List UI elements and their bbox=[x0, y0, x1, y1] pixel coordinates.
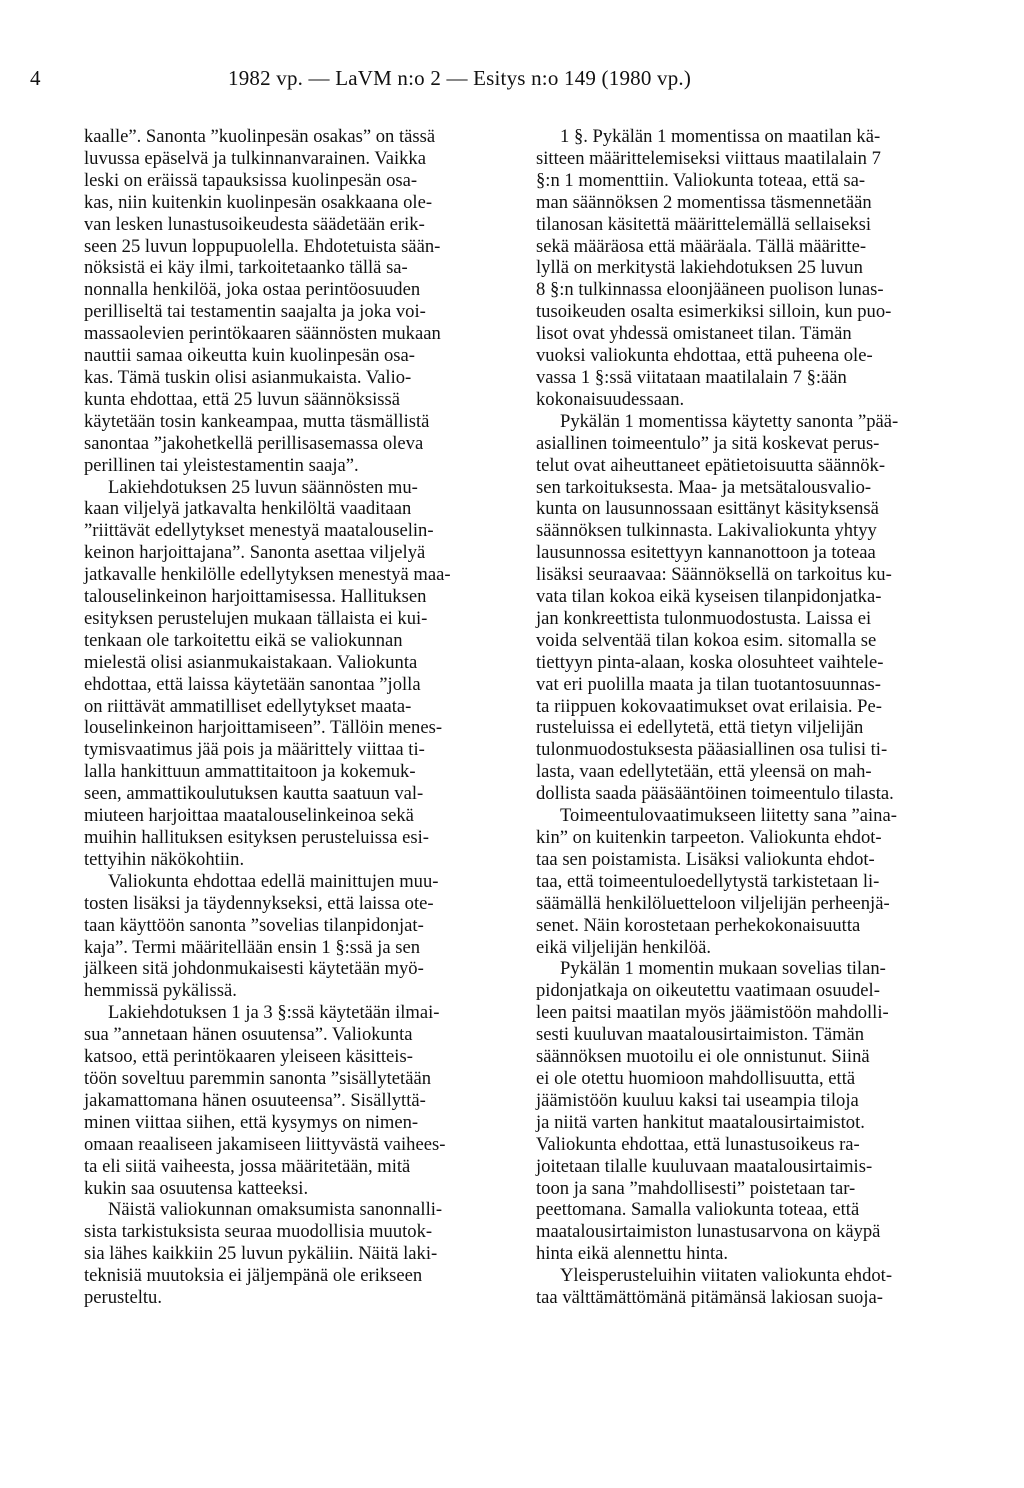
paragraph bbox=[536, 411, 978, 805]
text-line: toon ja sana ”mahdollisesti” poistetaan tar- bbox=[536, 1177, 856, 1199]
text-line: sesti kuuluvan maatalousirtaimiston. Tämän bbox=[536, 1024, 865, 1046]
paragraph bbox=[536, 805, 978, 958]
text-line: luvussa epäselvä ja tulkinnanvarainen. Vaikka bbox=[84, 147, 426, 169]
text-line: peettomana. Samalla valiokunta toteaa, että bbox=[536, 1199, 860, 1221]
text-line: Toimeentulovaatimukseen liitetty sana ”aina- bbox=[560, 805, 897, 827]
text-line: vata tilan kokoa eikä kyseisen tilanpidonjatka- bbox=[536, 586, 882, 608]
text-line: hinta eikä alennettu hinta. bbox=[536, 1243, 729, 1265]
text-line: jakamattomana hänen osuuteensa”. Sisällyttä- bbox=[84, 1089, 426, 1111]
text-line: seen 25 luvun loppupuolella. Ehdotetuista sään- bbox=[84, 235, 441, 257]
text-line: kunta on lausunnossaan esittänyt käsityksensä bbox=[536, 498, 879, 520]
text-line: man säännöksen 2 momentissa täsmennetään bbox=[536, 191, 872, 213]
text-line: leski on eräissä tapauksissa kuolinpesän osa- bbox=[84, 169, 418, 191]
text-line: 1 §. Pykälän 1 momentissa on maatilan kä- bbox=[560, 126, 881, 147]
text-line: Yleisperusteluihin viitaten valiokunta ehdot- bbox=[560, 1265, 893, 1287]
text-line: mielestä olisi asianmukaistakaan. Valiokunta bbox=[84, 651, 418, 673]
text-line: sen tarkoituksesta. Maa- ja metsätalousvalio- bbox=[536, 476, 872, 498]
text-line: kokonaisuudessaan. bbox=[536, 388, 685, 410]
text-line: Näistä valiokunnan omaksumista sanonnalli- bbox=[108, 1199, 443, 1221]
text-line: jatkavalle henkilölle edellytyksen menestyä maa- bbox=[84, 564, 451, 586]
text-line: keinon harjoittajana”. Sanonta asettaa viljelyä bbox=[84, 542, 426, 564]
paragraph bbox=[536, 126, 978, 411]
text-line: on riittävät ammatilliset edellytykset maata- bbox=[84, 695, 412, 717]
text-line: asiallinen toimeentulo” ja sitä koskevat perus- bbox=[536, 432, 880, 454]
text-line: Lakiehdotuksen 1 ja 3 §:ssä käytetään ilmai- bbox=[108, 1002, 440, 1024]
text-line: tusoikeuden osalta esimerkiksi silloin, kun puo- bbox=[536, 301, 892, 323]
text-line: kunta ehdottaa, että 25 luvun säännöksissä bbox=[84, 388, 401, 410]
text-line: tosten lisäksi ja täydennykseksi, että laissa ote- bbox=[84, 892, 434, 914]
text-line: taa välttämättömänä pitämänsä lakiosan suoja- bbox=[536, 1287, 883, 1309]
text-line: tenkaan ole tarkoitettu eikä se valiokunnan bbox=[84, 629, 403, 651]
text-line: jan konkreettista tulonmuodostusta. Laissa ei bbox=[536, 607, 872, 629]
text-line: kukin saa osuutensa katteeksi. bbox=[84, 1177, 309, 1199]
text-line: talouselinkeinon harjoittamisessa. Hallituksen bbox=[84, 586, 427, 608]
text-line: joitetaan tilalle kuuluvaan maatalousirtaimis- bbox=[536, 1155, 873, 1177]
text-line: säämällä henkilöluetteloon viljelijän perheenjä- bbox=[536, 892, 890, 914]
text-line: tettyihin näkökohtiin. bbox=[84, 848, 245, 870]
text-line: säännöksen muotoilu ei ole onnistunut. Siinä bbox=[536, 1046, 870, 1068]
text-line: perilliseltä tai testamentin saajalta ja joka voi- bbox=[84, 301, 426, 323]
text-line: perillinen tai yleistestamentin saaja”. bbox=[84, 454, 359, 476]
text-line: ”riittävät edellytykset menestyä maatalouselin- bbox=[84, 520, 434, 542]
text-line: lalla hankittuun ammattitaitoon ja kokemuk- bbox=[84, 761, 416, 783]
text-line: maatalousirtaimiston lunastusarvona on käypä bbox=[536, 1221, 881, 1243]
text-line: nauttii samaa oikeutta kuin kuolinpesän osa- bbox=[84, 345, 415, 367]
text-line: kaja”. Termi määritellään ensin 1 §:ssä ja sen bbox=[84, 936, 421, 958]
text-line: sua ”annetaan hänen osuutensa”. Valiokunta bbox=[84, 1024, 413, 1046]
text-line: kas. Tämä tuskin olisi asianmukaista. Valio- bbox=[84, 366, 412, 388]
text-line: nöksistä ei käy ilmi, tarkoitetaanko tällä sa- bbox=[84, 257, 408, 279]
text-line: vat eri puolilla maata ja tilan tuotantosuunnas- bbox=[536, 673, 881, 695]
text-line: 8 §:n tulkinnassa eloonjääneen puolison lunas- bbox=[536, 279, 884, 301]
text-line: dollista saada pääsääntöinen toimeentulo tilasta. bbox=[536, 783, 894, 805]
text-line: vassa 1 §:ssä viitataan maatilalain 7 §:ään bbox=[536, 366, 847, 388]
paragraph bbox=[536, 1265, 978, 1309]
text-line: jäämistöön kuuluu kaksi tai useampia tiloja bbox=[536, 1089, 859, 1111]
text-line: hemmissä pykälissä. bbox=[84, 980, 237, 1002]
text-line: ta eli siitä vaiheesta, jossa määritetään, mitä bbox=[84, 1155, 411, 1177]
text-line: vuoksi valiokunta ehdottaa, että puheena ole- bbox=[536, 345, 873, 367]
text-line: kaalle”. Sanonta ”kuolinpesän osakas” on tässä bbox=[84, 126, 436, 147]
text-line: perusteltu. bbox=[84, 1287, 162, 1309]
text-line: tymisvaatimus jää pois ja määrittely viittaa ti- bbox=[84, 739, 425, 761]
text-line: katsoo, että perintökaaren yleiseen käsitteis- bbox=[84, 1046, 413, 1068]
text-line: kin” on kuitenkin tarpeeton. Valiokunta ehdot- bbox=[536, 827, 882, 848]
text-line: taa, että toimeentuloedellytystä tarkistetaan li- bbox=[536, 870, 880, 892]
text-line: ehdottaa, että laissa käytetään sanontaa ”jolla bbox=[84, 673, 421, 695]
text-line: Valiokunta ehdottaa, että lunastusoikeus ra- bbox=[536, 1133, 860, 1155]
text-line: ta riippuen kokovaatimukset ovat erilaisia. Pe- bbox=[536, 695, 882, 717]
running-head: 1982 vp. — LaVM n:o 2 — Esitys n:o 149 (1980 vp.) bbox=[228, 66, 692, 90]
text-line: muihin hallituksen esityksen perusteluissa esi- bbox=[84, 827, 429, 848]
text-line: Pykälän 1 momentissa käytetty sanonta ”pää- bbox=[560, 410, 899, 432]
paragraph bbox=[84, 1199, 504, 1309]
text-line: töön soveltuu paremmin sanonta ”sisällytetään bbox=[84, 1067, 431, 1089]
text-line: eikä viljelijän henkilöä. bbox=[536, 936, 712, 958]
text-line: leen paitsi maatilan myös jäämistöön mahdolli- bbox=[536, 1002, 889, 1024]
text-line: rusteluissa ei edellytetä, että tietyn viljelijän bbox=[536, 717, 864, 739]
text-line: lisäksi seuraavaa: Säännöksellä on tarkoitus ku- bbox=[536, 564, 892, 586]
text-line: sista tarkistuksista seuraa muodollisia muutok- bbox=[84, 1221, 433, 1243]
text-line: ja niitä varten hankitut maatalousirtaimistot. bbox=[536, 1111, 865, 1133]
text-line: miuteen harjoittaa maatalouselinkeinoa sekä bbox=[84, 805, 414, 827]
text-line: omaan reaaliseen jakamiseen liittyvästä vaihees- bbox=[84, 1133, 446, 1155]
paragraph bbox=[84, 1002, 504, 1199]
right-column bbox=[536, 126, 978, 1309]
text-line: taa sen poistamista. Lisäksi valiokunta ehdot- bbox=[536, 848, 875, 870]
left-column bbox=[84, 126, 504, 1309]
text-line: sekä määräosa että määräala. Tällä määritte- bbox=[536, 235, 867, 257]
text-line: seen, ammattikoulutuksen kautta saatuun val- bbox=[84, 783, 424, 805]
text-line: nonnalla henkilöä, joka ostaa perintöosuuden bbox=[84, 279, 421, 301]
text-line: lausunnossa esitettyyn kannanottoon ja toteaa bbox=[536, 542, 876, 564]
text-line: käytetään tosin kankeampaa, mutta täsmällistä bbox=[84, 410, 430, 432]
text-line: sia lähes kaikkiin 25 luvun pykäliin. Näitä laki- bbox=[84, 1243, 438, 1265]
text-line: jälkeen sitä johdonmukaisesti käytetään myö- bbox=[84, 958, 424, 980]
text-line: tulonmuodostuksesta pääasiallinen osa tulisi ti- bbox=[536, 739, 888, 761]
text-line: tiettyyn pinta-alaan, koska olosuhteet vaihtele- bbox=[536, 651, 884, 673]
paragraph bbox=[84, 871, 504, 1002]
page-number: 4 bbox=[30, 66, 41, 90]
text-line: Lakiehdotuksen 25 luvun säännösten mu- bbox=[108, 476, 418, 498]
page-header bbox=[30, 62, 990, 94]
text-line: lisot ovat yhdessä omistaneet tilan. Tämän bbox=[536, 323, 852, 345]
paragraph bbox=[84, 126, 504, 477]
text-line: minen viittaa siihen, että kysymys on nimen- bbox=[84, 1111, 419, 1133]
text-line: louselinkeinon harjoittamiseen”. Tällöin menes- bbox=[84, 717, 443, 739]
text-line: voida selventää tilan kokoa esim. sitomalla se bbox=[536, 629, 877, 651]
text-line: teknisiä muutoksia ei jäljempänä ole erikseen bbox=[84, 1265, 423, 1287]
text-line: lyllä on merkitystä lakiehdotuksen 25 luvun bbox=[536, 257, 863, 279]
text-line: esityksen perustelujen mukaan tällaista ei kui- bbox=[84, 607, 428, 629]
text-line: kas, niin kuitenkin kuolinpesän osakkaana ole- bbox=[84, 191, 433, 213]
text-line: van lesken lunastusoikeudesta säädetään erik- bbox=[84, 213, 425, 235]
paragraph bbox=[536, 958, 978, 1265]
text-line: kaan viljelyä jatkavalta henkilöltä vaaditaan bbox=[84, 498, 412, 520]
text-line: senet. Näin korostetaan perhekokonaisuutta bbox=[536, 914, 861, 936]
text-line: sitteen määrittelemiseksi viittaus maatilalain 7 bbox=[536, 147, 881, 169]
text-line: Pykälän 1 momentin mukaan sovelias tilan- bbox=[560, 958, 886, 980]
text-line: tilanosan käsitettä määrittelemällä sellaiseksi bbox=[536, 213, 872, 235]
text-line: lasta, vaan edellytetään, että yleensä on mah- bbox=[536, 761, 872, 783]
text-line: säännöksen tulkinnasta. Lakivaliokunta yhtyy bbox=[536, 520, 877, 542]
text-line: massaolevien perintökaaren säännösten mukaan bbox=[84, 323, 441, 345]
text-line: §:n 1 momenttiin. Valiokunta toteaa, että sa- bbox=[536, 169, 866, 191]
text-line: pidonjatkaja on oikeutettu vaatimaan osuudel- bbox=[536, 980, 880, 1002]
text-line: sanontaa ”jakohetkellä perillisasemassa oleva bbox=[84, 432, 424, 454]
text-line: telut ovat aiheuttaneet epätietoisuutta säännök- bbox=[536, 454, 886, 476]
text-line: taan käyttöön sanonta ”sovelias tilanpidonjat- bbox=[84, 914, 424, 936]
paragraph bbox=[84, 477, 504, 871]
text-line: Valiokunta ehdottaa edellä mainittujen muu- bbox=[108, 870, 439, 892]
text-line: ei ole otettu huomioon mahdollisuutta, että bbox=[536, 1067, 856, 1089]
